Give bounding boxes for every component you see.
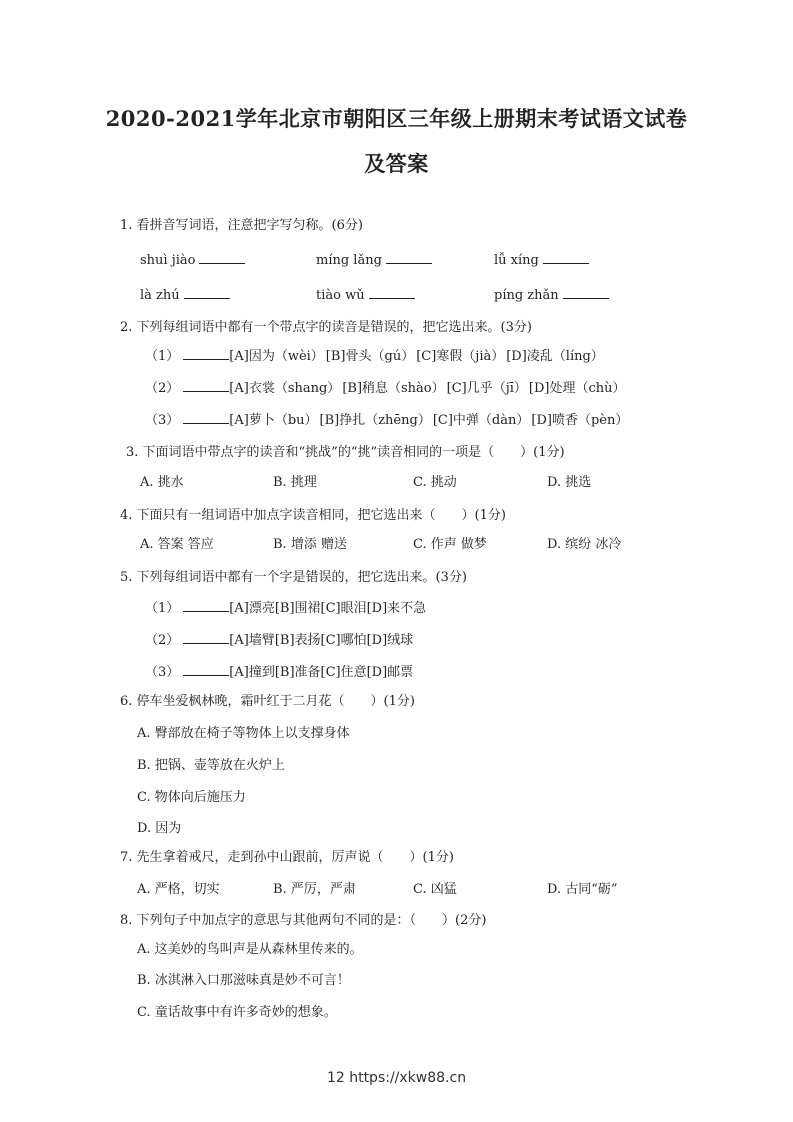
page-title-line-1: 2020-2021学年北京市朝阳区三年级上册期末考试语文试卷 [105,106,688,131]
option: A. 臀部放在椅子等物体上以支撑身体 [137,726,350,741]
option: A. 答案 答应 [140,537,214,552]
answer-blank[interactable] [183,379,229,392]
option: B. 严厉，严肃 [273,882,356,897]
option-a: [A]萝卜（bu） [229,413,318,428]
answer-blank[interactable] [386,251,432,264]
question-8-stem: 8. 下列句子中加点字的意思与其他两句不同的是：（ ）(2分) [120,913,487,928]
q5-row [145,631,413,650]
q5-row [145,663,413,682]
option: C. 作声 做梦 [413,537,487,552]
option: C. 凶猛 [413,882,457,897]
answer-blank[interactable] [369,286,415,299]
option: B. 把锅、壶等放在火炉上 [137,758,285,773]
pinyin-text: míng lǎng [316,253,382,268]
pinyin-text: tiào wǔ [316,288,365,303]
pinyin-item [494,286,609,305]
option-b: [B]稍息（shào） [342,381,445,396]
question-7-stem: 7. 先生拿着戒尺，走到孙中山跟前，厉声说（ ）(1分) [120,850,454,865]
option-c: [C]几乎（jī） [446,381,527,396]
question-2-stem: 2. 下列每组词语中都有一个带点字的读音是错误的，把它选出来。(3分) [120,320,532,335]
option: D. 缤纷 冰冷 [547,537,622,552]
option: A. 严格，切实 [137,882,220,897]
question-3-stem: 3. 下面词语中带点字的读音和“挑战”的“挑”读音相同的一项是（ ）(1分) [126,445,565,460]
option: D. 因为 [137,821,182,836]
row-number: （3） [145,665,180,680]
option-d: [D]喷香（pèn） [531,413,629,428]
page-title-line-2: 及答案 [364,151,429,176]
pinyin-text: lǚ xíng [494,253,539,268]
pinyin-text: shuì jiào [140,253,196,268]
question-6-stem: 6. 停车坐爱枫林晚，霜叶红于二月花（ ）(1分) [120,694,415,709]
row-options: [A]漂亮[B]围裙[C]眼泪[D]来不急 [229,601,427,616]
q5-row [145,599,426,618]
row-number: （1） [145,349,180,364]
row-options: [A]撞到[B]准备[C]住意[D]邮票 [229,665,414,680]
pinyin-text: píng zhǎn [494,288,559,303]
question-5-stem: 5. 下列每组词语中都有一个字是错误的，把它选出来。(3分) [120,570,467,585]
option: C. 物体向后施压力 [137,790,246,805]
answer-blank[interactable] [183,347,229,360]
option-b: [B]骨头（gú） [325,349,415,364]
option: B. 增添 赠送 [273,537,347,552]
option-b: [B]挣扎（zhēng） [319,413,431,428]
q2-row [145,347,606,366]
option-a: [A]衣裳（shang） [229,381,341,396]
row-number: （2） [145,381,180,396]
option: A. 这美妙的鸟叫声是从森林里传来的。 [137,942,363,957]
pinyin-item [316,251,432,270]
row-number: （3） [145,413,180,428]
answer-blank[interactable] [183,411,229,424]
pinyin-item [494,251,589,270]
option: B. 冰淇淋入口那滋味真是妙不可言！ [137,973,350,988]
option: D. 古同“砺” [547,882,618,897]
page-footer: 12 https://xkw88.cn [326,1070,467,1086]
option: C. 童话故事中有许多奇妙的想象。 [137,1005,337,1020]
option-d: [D]处理（chù） [528,381,626,396]
option: D. 挑选 [547,475,592,490]
option-c: [C]中弹（dàn） [432,413,530,428]
answer-blank[interactable] [543,251,589,264]
answer-blank[interactable] [183,663,229,676]
answer-blank[interactable] [183,599,229,612]
pinyin-item [140,251,245,270]
pinyin-item [316,286,415,305]
option-a: [A]因为（wèi） [229,349,324,364]
option: B. 挑理 [273,475,317,490]
row-options: [A]墙臂[B]表扬[C]哪怕[D]绒球 [229,633,414,648]
answer-blank[interactable] [199,251,245,264]
row-number: （1） [145,601,180,616]
q2-row [145,379,628,398]
q2-row [145,411,630,430]
option: A. 挑水 [140,475,184,490]
row-number: （2） [145,633,180,648]
answer-blank[interactable] [563,286,609,299]
pinyin-text: là zhú [140,288,180,303]
option: C. 挑动 [413,475,457,490]
pinyin-item [140,286,230,305]
answer-blank[interactable] [183,631,229,644]
answer-blank[interactable] [184,286,230,299]
option-c: [C]寒假（jià） [416,349,505,364]
question-4-stem: 4. 下面只有一组词语中加点字读音相同，把它选出来（ ）(1分) [120,508,506,523]
question-1-stem: 1. 看拼音写词语，注意把字写匀称。(6分) [120,218,363,233]
option-d: [D]凌乱（líng） [506,349,604,364]
